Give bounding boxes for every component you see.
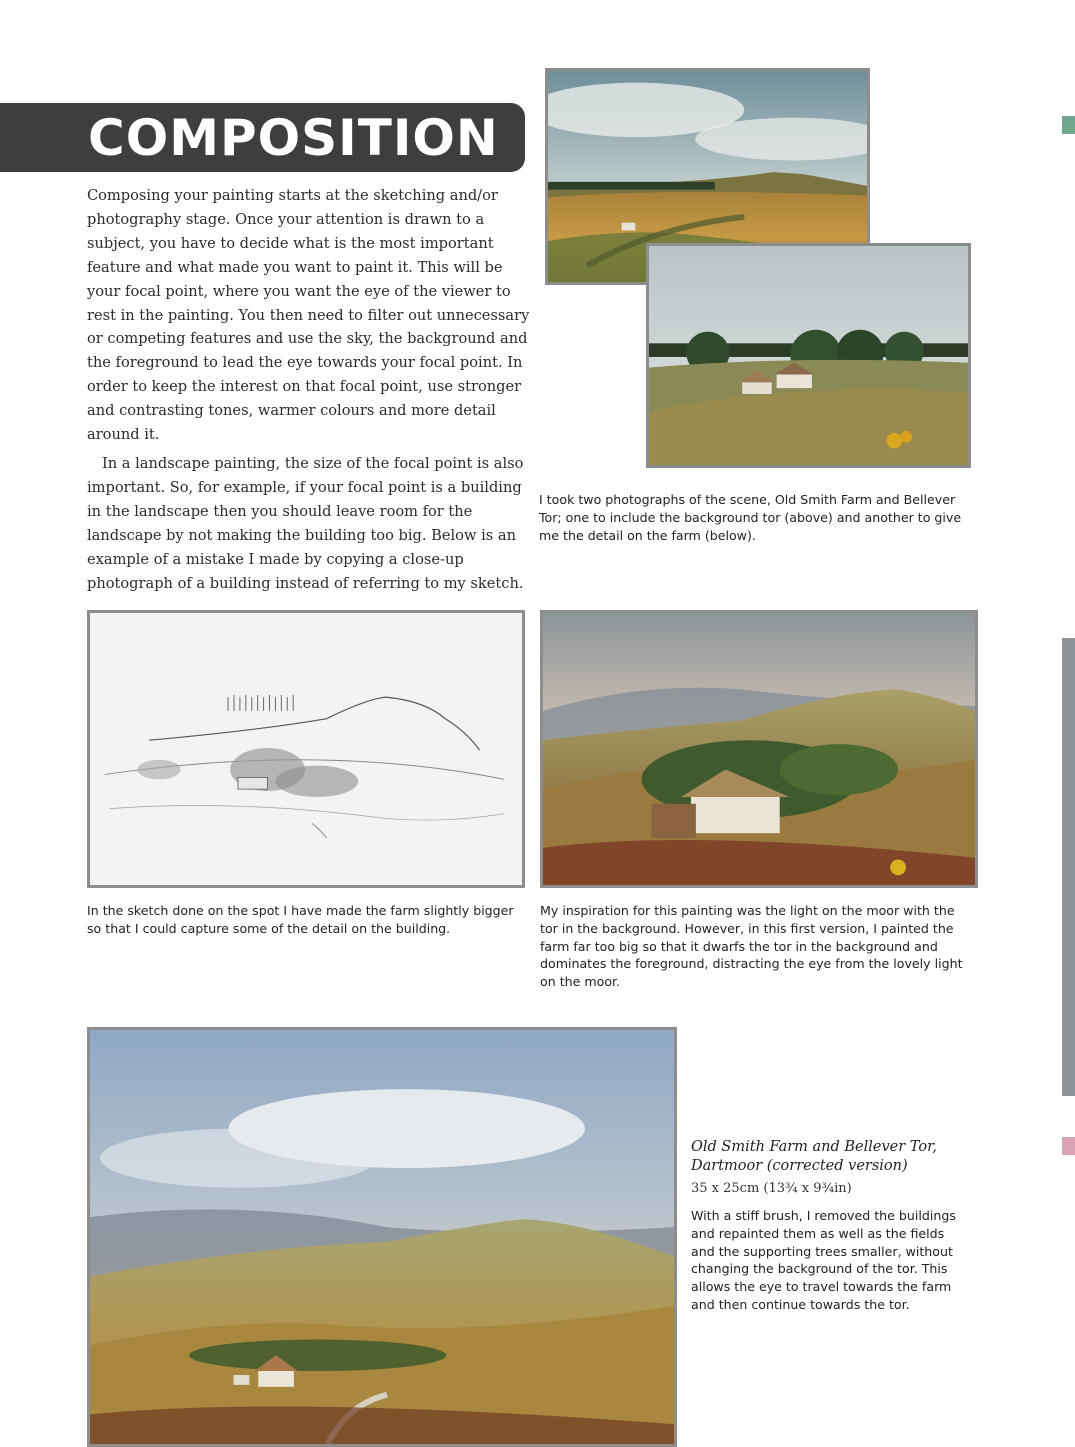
intro-text: [87, 184, 532, 595]
painting-corrected-version: [87, 1027, 677, 1447]
page-title: COMPOSITION: [88, 109, 499, 167]
intro-paragraph-2: In a landscape painting, the size of the focal point is also important. So, for example, if your focal point is a building in the landscape then you should leave room for the landscape by not making the building too big. Below is an example of a mistake I made by copying a close-up photograph of a building instead of referring to my sketch.: [87, 454, 524, 592]
edge-painting-strip: [1062, 638, 1075, 1096]
edge-texture-swatch-top: [1062, 116, 1075, 134]
pencil-sketch: [87, 610, 525, 888]
photo-farm: [646, 243, 971, 468]
first-version-caption: My inspiration for this painting was the light on the moor with the tor in the background. However, in this first version, I painted the farm far too big so that it dwarfs the tor in the background and dominates the foreground, distracting the eye from the lovely light on the moor.: [540, 903, 963, 990]
edge-texture-swatch-bottom: [1062, 1137, 1075, 1155]
photos-caption: I took two photographs of the scene, Old Smith Farm and Bellever Tor; one to include the background tor (above) and another to give me the detail on the farm (below).: [539, 492, 962, 543]
painting-first-version: [540, 610, 978, 888]
intro-paragraph-1: Composing your painting starts at the sketching and/or photography stage. Once your attention is drawn to a subject, you have to decide what is the most important feature and what made you want to paint it. This will be your focal point, where you want the eye of the viewer to rest in the painting. You then need to filter out unnecessary or competing features and use the sky, the background and the foreground to lead the eye towards your focal point. In order to keep the interest on that focal point, use stronger and contrasting tones, warmer colours and more detail around it.: [87, 187, 530, 444]
artwork-size: 35 x 25cm (13¾ x 9¾in): [691, 1181, 852, 1196]
artwork-title: Old Smith Farm and Bellever Tor, Dartmoor (corrected version): [691, 1139, 938, 1174]
sketch-caption: In the sketch done on the spot I have made the farm slightly bigger so that I could capture some of the detail on the building.: [87, 903, 514, 936]
artwork-description: With a stiff brush, I removed the buildings and repainted them as well as the fields and the supporting trees smaller, without changing the background of the tor. This allows the eye to travel towards the farm and then continue towards the tor.: [691, 1208, 956, 1312]
